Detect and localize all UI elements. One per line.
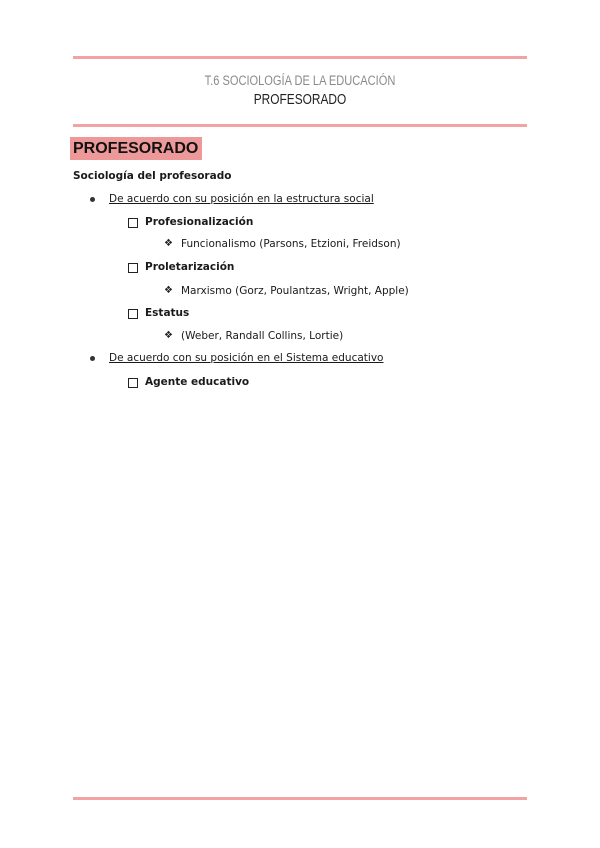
diamond-bullet-icon: ❖ (164, 285, 173, 296)
outline-item-estatus: Estatus (145, 307, 190, 319)
section-heading: PROFESORADO (70, 137, 202, 160)
outline-link-estructura-social[interactable]: De acuerdo con su posición en la estructura social (109, 193, 374, 205)
header-subtitle: T.6 SOCIOLOGÍA DE LA EDUCACIÓN (204, 73, 396, 88)
outline-item-weber: (Weber, Randall Collins, Lortie) (181, 330, 344, 342)
diamond-bullet-icon: ❖ (164, 238, 173, 249)
outline-item-proletarizacion: Proletarización (145, 261, 235, 273)
checkbox-icon[interactable] (128, 263, 138, 273)
bullet-dot-icon (90, 197, 95, 202)
header-bottom-rule (73, 124, 527, 127)
outline-item-marxismo: Marxismo (Gorz, Poulantzas, Wright, Apple) (181, 285, 409, 297)
page-header (73, 72, 527, 110)
section-subheading: Sociología del profesorado (73, 170, 232, 182)
outline-item-funcionalismo: Funcionalismo (Parsons, Etzioni, Freidson) (181, 238, 401, 250)
bullet-dot-icon (90, 356, 95, 361)
diamond-bullet-icon: ❖ (164, 330, 173, 341)
outline-item-agente-educativo: Agente educativo (145, 376, 250, 388)
outline-item-estructura-social[interactable] (109, 192, 374, 206)
footer-rule (73, 797, 527, 800)
checkbox-icon[interactable] (128, 218, 138, 228)
outline-item-sistema-educativo[interactable] (109, 351, 383, 365)
checkbox-icon[interactable] (128, 309, 138, 319)
outline-link-sistema-educativo[interactable]: De acuerdo con su posición en el Sistema educativo (109, 352, 384, 364)
checkbox-icon[interactable] (128, 378, 138, 388)
header-title: PROFESORADO (253, 92, 347, 108)
header-top-rule (73, 56, 527, 59)
outline-item-profesionalizacion: Profesionalización (145, 216, 254, 228)
